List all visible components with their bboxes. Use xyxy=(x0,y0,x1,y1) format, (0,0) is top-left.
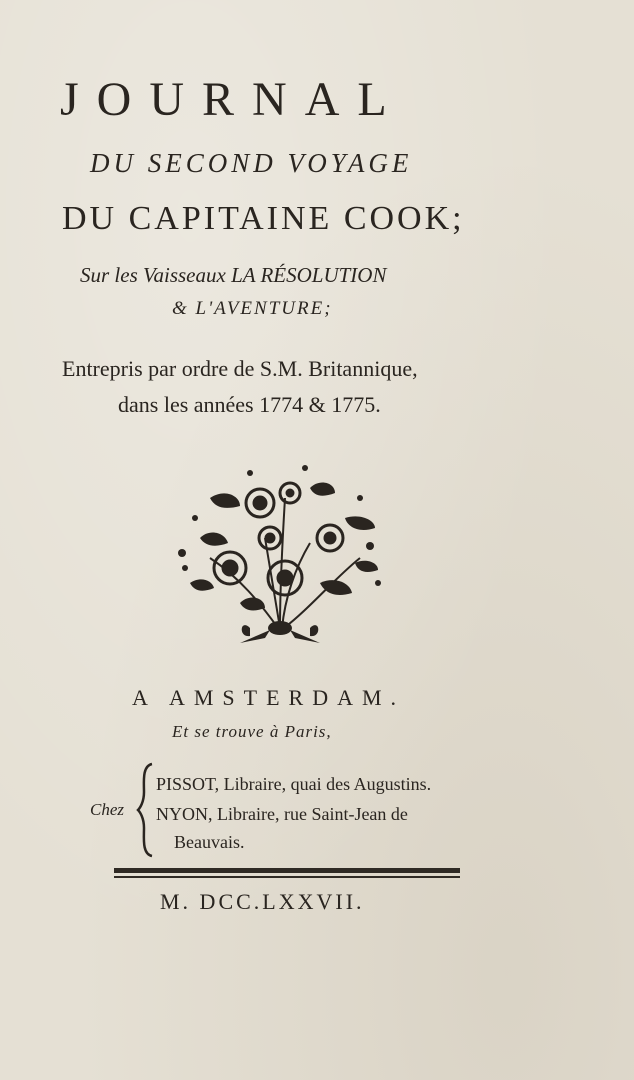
subtitle-entrepris: Entrepris par ordre de S.M. Britannique, xyxy=(62,356,418,381)
rule-thick xyxy=(114,868,460,873)
title-second-voyage: DU SECOND VOYAGE xyxy=(90,148,413,178)
curly-brace-icon xyxy=(136,762,156,858)
bookseller-nyon-continued: Beauvais. xyxy=(174,832,245,852)
title-vessels: Sur les Vaisseaux LA RÉSOLUTION xyxy=(80,263,387,287)
title-aventure: & L'AVENTURE; xyxy=(172,298,333,319)
double-rule-divider xyxy=(114,868,460,878)
title-captain-cook: DU CAPITAINE COOK; xyxy=(62,200,465,237)
publication-date: M. DCC.LXXVII. xyxy=(160,889,365,914)
flower-bouquet-icon xyxy=(170,458,390,648)
subtitle-years: dans les années 1774 & 1775. xyxy=(118,392,381,417)
rule-thin xyxy=(114,876,460,878)
imprint-chez: Chez xyxy=(90,800,124,819)
imprint-city: A AMSTERDAM. xyxy=(132,685,406,710)
title-journal: JOURNAL xyxy=(60,73,405,126)
imprint-paris: Et se trouve à Paris, xyxy=(172,722,332,741)
bookseller-pissot: PISSOT, Libraire, quai des Augustins. xyxy=(156,774,432,794)
bookseller-nyon: NYON, Libraire, rue Saint-Jean de xyxy=(156,804,408,824)
